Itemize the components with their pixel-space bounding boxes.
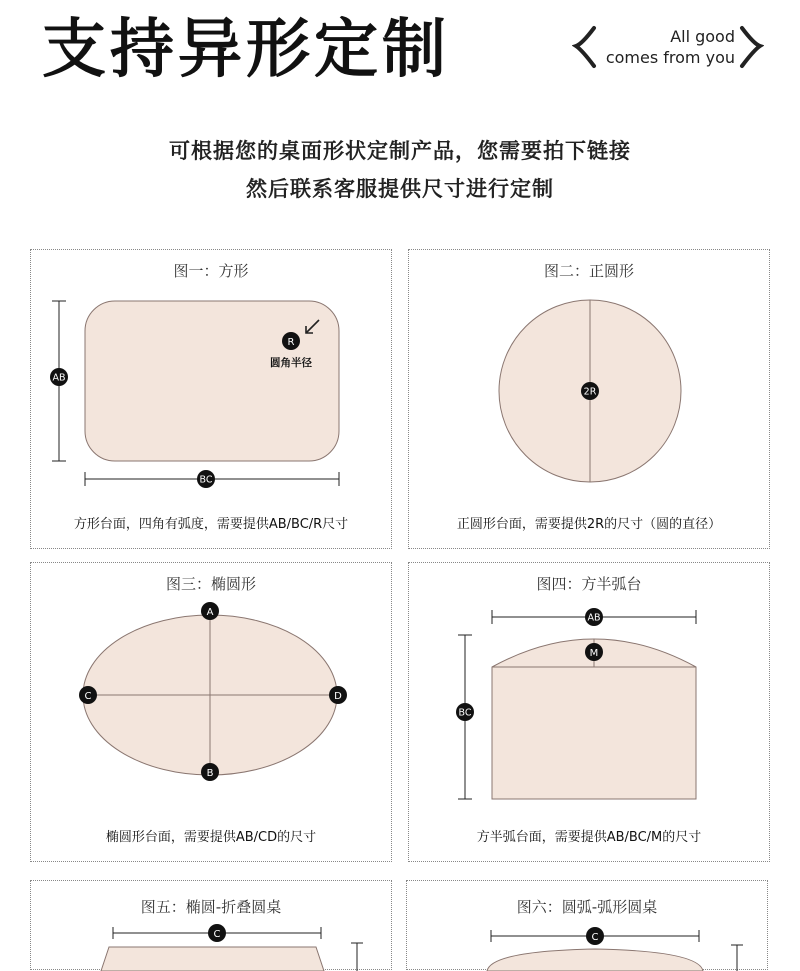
c-label: C bbox=[591, 932, 599, 943]
ab-label: AB bbox=[587, 612, 601, 624]
arc-table-diagram bbox=[407, 881, 769, 971]
figure-card-arc-table bbox=[406, 880, 768, 970]
figure-title: 图六：圆弧-弧形圆桌 bbox=[516, 898, 658, 916]
figure-card-ellipse bbox=[30, 562, 392, 862]
figure-card-half-arc bbox=[408, 562, 770, 862]
figure-card-folding-table bbox=[30, 880, 392, 970]
slogan bbox=[572, 22, 764, 72]
c-label: C bbox=[84, 691, 92, 702]
figure-caption: 正圆形台面，需要提供2R的尺寸（圆的直径） bbox=[456, 517, 722, 532]
rectangle-diagram bbox=[31, 250, 393, 550]
d-label: D bbox=[334, 691, 342, 702]
bc-label: BC bbox=[458, 707, 472, 719]
figure-card-circle bbox=[408, 249, 770, 549]
half-arc-diagram bbox=[409, 563, 771, 863]
figure-caption: 方形台面，四角有弧度，需要提供AB/BC/R尺寸 bbox=[73, 517, 349, 532]
b-label: B bbox=[206, 768, 214, 779]
slogan-line-1: All good bbox=[670, 27, 735, 46]
a-label: A bbox=[206, 607, 214, 618]
r-label: R bbox=[287, 337, 295, 348]
ab-label: AB bbox=[52, 372, 66, 384]
figure-title: 图五：椭圆-折叠圆桌 bbox=[140, 898, 282, 916]
intro-line-1: 可根据您的桌面形状定制产品，您需要拍下链接 bbox=[169, 139, 631, 163]
folding-table-shape bbox=[101, 947, 324, 971]
slogan-text bbox=[600, 26, 735, 68]
left-bracket-icon bbox=[576, 28, 594, 66]
page-title: 支持异形定制 bbox=[42, 13, 450, 87]
arc-table-shape bbox=[487, 949, 703, 971]
figure-card-rectangle bbox=[30, 249, 392, 549]
m-label: M bbox=[589, 648, 599, 659]
figure-title: 图四：方半弧台 bbox=[536, 575, 642, 593]
2r-label: 2R bbox=[583, 386, 597, 398]
slogan-line-2: comes from you bbox=[605, 48, 735, 67]
figure-title: 图一：方形 bbox=[173, 262, 249, 280]
figure-title: 图二：正圆形 bbox=[543, 262, 634, 280]
right-bracket-icon bbox=[742, 28, 760, 66]
figure-title: 图三：椭圆形 bbox=[165, 575, 256, 593]
bc-label: BC bbox=[199, 474, 213, 486]
c-label: C bbox=[213, 929, 221, 940]
figure-caption: 椭圆形台面，需要提供AB/CD的尺寸 bbox=[105, 830, 317, 845]
intro-line-2: 然后联系客服提供尺寸进行定制 bbox=[246, 177, 554, 201]
r-note: 圆角半径 bbox=[270, 357, 312, 369]
circle-diagram bbox=[409, 250, 771, 550]
ellipse-diagram bbox=[31, 563, 393, 863]
figure-caption: 方半弧台面，需要提供AB/BC/M的尺寸 bbox=[476, 830, 702, 845]
folding-table-diagram bbox=[31, 881, 393, 971]
rounded-rectangle-shape bbox=[85, 301, 339, 461]
